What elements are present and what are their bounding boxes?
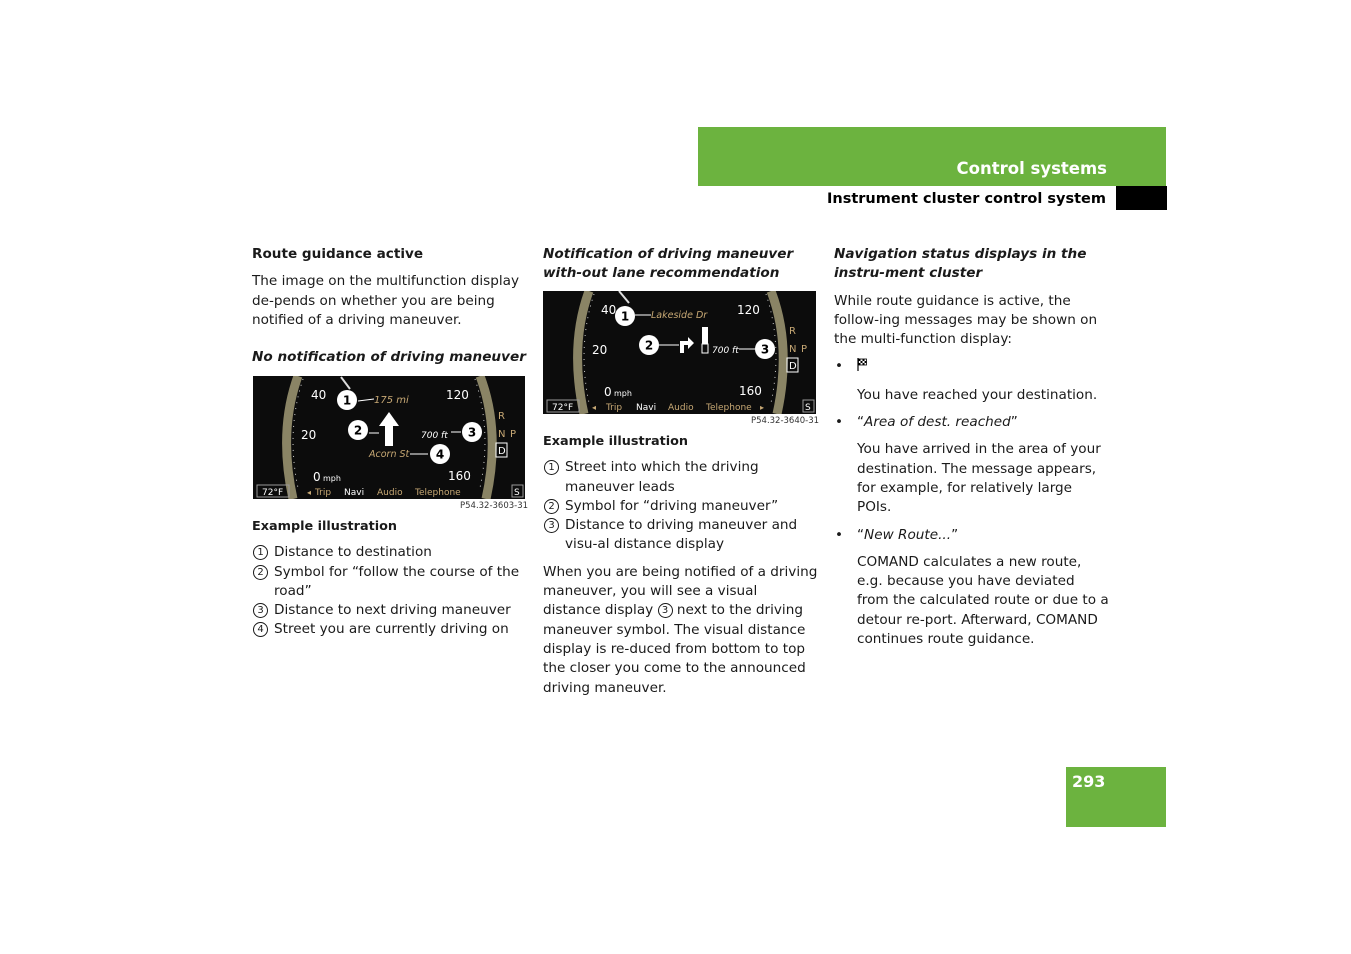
svg-text:▸: ▸ [760, 403, 765, 412]
gear-label: R [789, 326, 796, 337]
list-item: • “New Route...” [835, 526, 959, 543]
speed-unit: mph [323, 474, 341, 483]
speed-label: 160 [739, 384, 762, 398]
intro-text: While route guidance is active, the follow-ing messages may be shown on the multi-function display: [834, 292, 1098, 348]
list-item: 2 Symbol for “follow the course of the road” [252, 563, 527, 602]
menu-item: Telephone [415, 488, 461, 498]
menu-item: Audio [377, 488, 403, 498]
speed-unit: mph [614, 389, 632, 398]
column-1 [252, 245, 527, 367]
menu-item: Telephone [706, 403, 752, 413]
subsection-title: Instrument cluster control system [826, 191, 1106, 207]
figure-code: P54.32-3640-31 [751, 416, 820, 426]
callout-2: 2 [644, 338, 654, 353]
status-message: Area of dest. reached [864, 414, 1011, 431]
gear-label: N [789, 344, 797, 355]
status-description: COMAND calculates a new route, e.g. because you have deviated from the calculated route or due to a detour re-port. Afterward, COMAND continues route guidance. [857, 553, 1109, 648]
explanation-text: When you are being notified of a driving maneuver, you will see a visual distance display 3 next to the driving maneuver symbol. The visual distance display is re-duced from bottom to top the closer you come to the announced driving maneuver. [543, 563, 818, 696]
gear-label: D [498, 446, 506, 457]
target-street: Lakeside Dr [651, 310, 708, 321]
status-message: New Route... [864, 526, 952, 543]
svg-text:◂: ◂ [307, 488, 312, 497]
callout-3: 3 [760, 342, 770, 357]
straight-arrow-icon [379, 412, 399, 446]
column-2-lower [543, 432, 818, 698]
speed-label: 0 [313, 470, 321, 484]
figure-caption: Example illustration [252, 519, 398, 534]
intro-text: The image on the multifunction display de-pends on whether you are being notified of a driving maneuver. [252, 273, 520, 328]
subheading-no-notification: No notification of driving maneuver [252, 349, 526, 366]
page-number: 293 [1072, 772, 1106, 791]
menu-item: Navi [344, 488, 365, 498]
distance-next-maneuver: 700 ft [712, 346, 739, 356]
callout-4: 4 [435, 447, 445, 462]
header-marker [1116, 186, 1167, 210]
speed-label: 40 [311, 388, 327, 402]
legend-list [543, 458, 818, 554]
subheading-status-displays: Navigation status displays in the instru-ment cluster [834, 246, 1087, 282]
column-2 [543, 245, 818, 284]
speed-label: 20 [592, 343, 608, 357]
figure-code: P54.32-3603-31 [460, 501, 529, 511]
gear-label: N [498, 429, 506, 440]
list-item: 1 Distance to destination [252, 543, 527, 562]
turn-right-icon [680, 337, 694, 353]
list-item: 3 Distance to driving maneuver and visu-al distance display [543, 516, 818, 555]
gear-label: D [789, 361, 797, 372]
callout-3: 3 [467, 425, 477, 440]
figure-caption: Example illustration [543, 434, 689, 449]
section-title: Control systems [956, 159, 1107, 178]
legend-list [252, 543, 527, 639]
heading-route-guidance: Route guidance active [252, 246, 424, 262]
gear-label: R [498, 411, 505, 422]
menu-item: Audio [668, 403, 694, 413]
temperature: 72°F [262, 488, 284, 498]
column-3 [834, 245, 1109, 649]
subheading-with-notification: Notification of driving maneuver with-out lane recommendation [543, 246, 794, 282]
gear-label: P [510, 429, 517, 440]
callout-1: 1 [342, 393, 352, 408]
speed-label: 160 [448, 469, 471, 483]
list-item: 3 Distance to next driving maneuver [252, 601, 527, 620]
callout-2: 2 [353, 423, 363, 438]
temperature: 72°F [552, 403, 574, 413]
distance-to-destination: 175 mi [374, 395, 409, 406]
distance-next-maneuver: 700 ft [421, 431, 448, 441]
s-badge: S [805, 403, 811, 413]
menu-item: Trip [315, 488, 332, 498]
cluster-figure-2 [543, 291, 816, 414]
s-badge: S [514, 488, 520, 498]
list-item: 4 Street you are currently driving on [252, 620, 527, 639]
speed-label: 0 [604, 385, 612, 399]
list-item: 1 Street into which the driving maneuver leads [543, 458, 818, 497]
svg-text:◂: ◂ [592, 403, 597, 412]
cluster-figure-1 [253, 376, 525, 499]
list-item: 2 Symbol for “driving maneuver” [543, 497, 818, 516]
speed-label: 120 [446, 388, 469, 402]
gear-label: P [801, 344, 808, 355]
menu-item: Trip [606, 403, 623, 413]
status-description: You have reached your destination. [857, 386, 1098, 403]
speed-label: 120 [737, 303, 760, 317]
callout-1: 1 [620, 309, 630, 324]
list-item: • “Area of dest. reached” [835, 414, 1018, 431]
current-street: Acorn St [369, 449, 410, 460]
menu-item: Navi [636, 403, 657, 413]
list-item: • [834, 357, 1109, 377]
column-1-lower [252, 517, 527, 640]
checkered-flag-icon [857, 358, 868, 377]
speed-label: 20 [301, 428, 317, 442]
speed-label: 40 [601, 303, 617, 317]
status-description: You have arrived in the area of your destination. The message appears, for example, for relatively large POIs. [857, 441, 1101, 516]
